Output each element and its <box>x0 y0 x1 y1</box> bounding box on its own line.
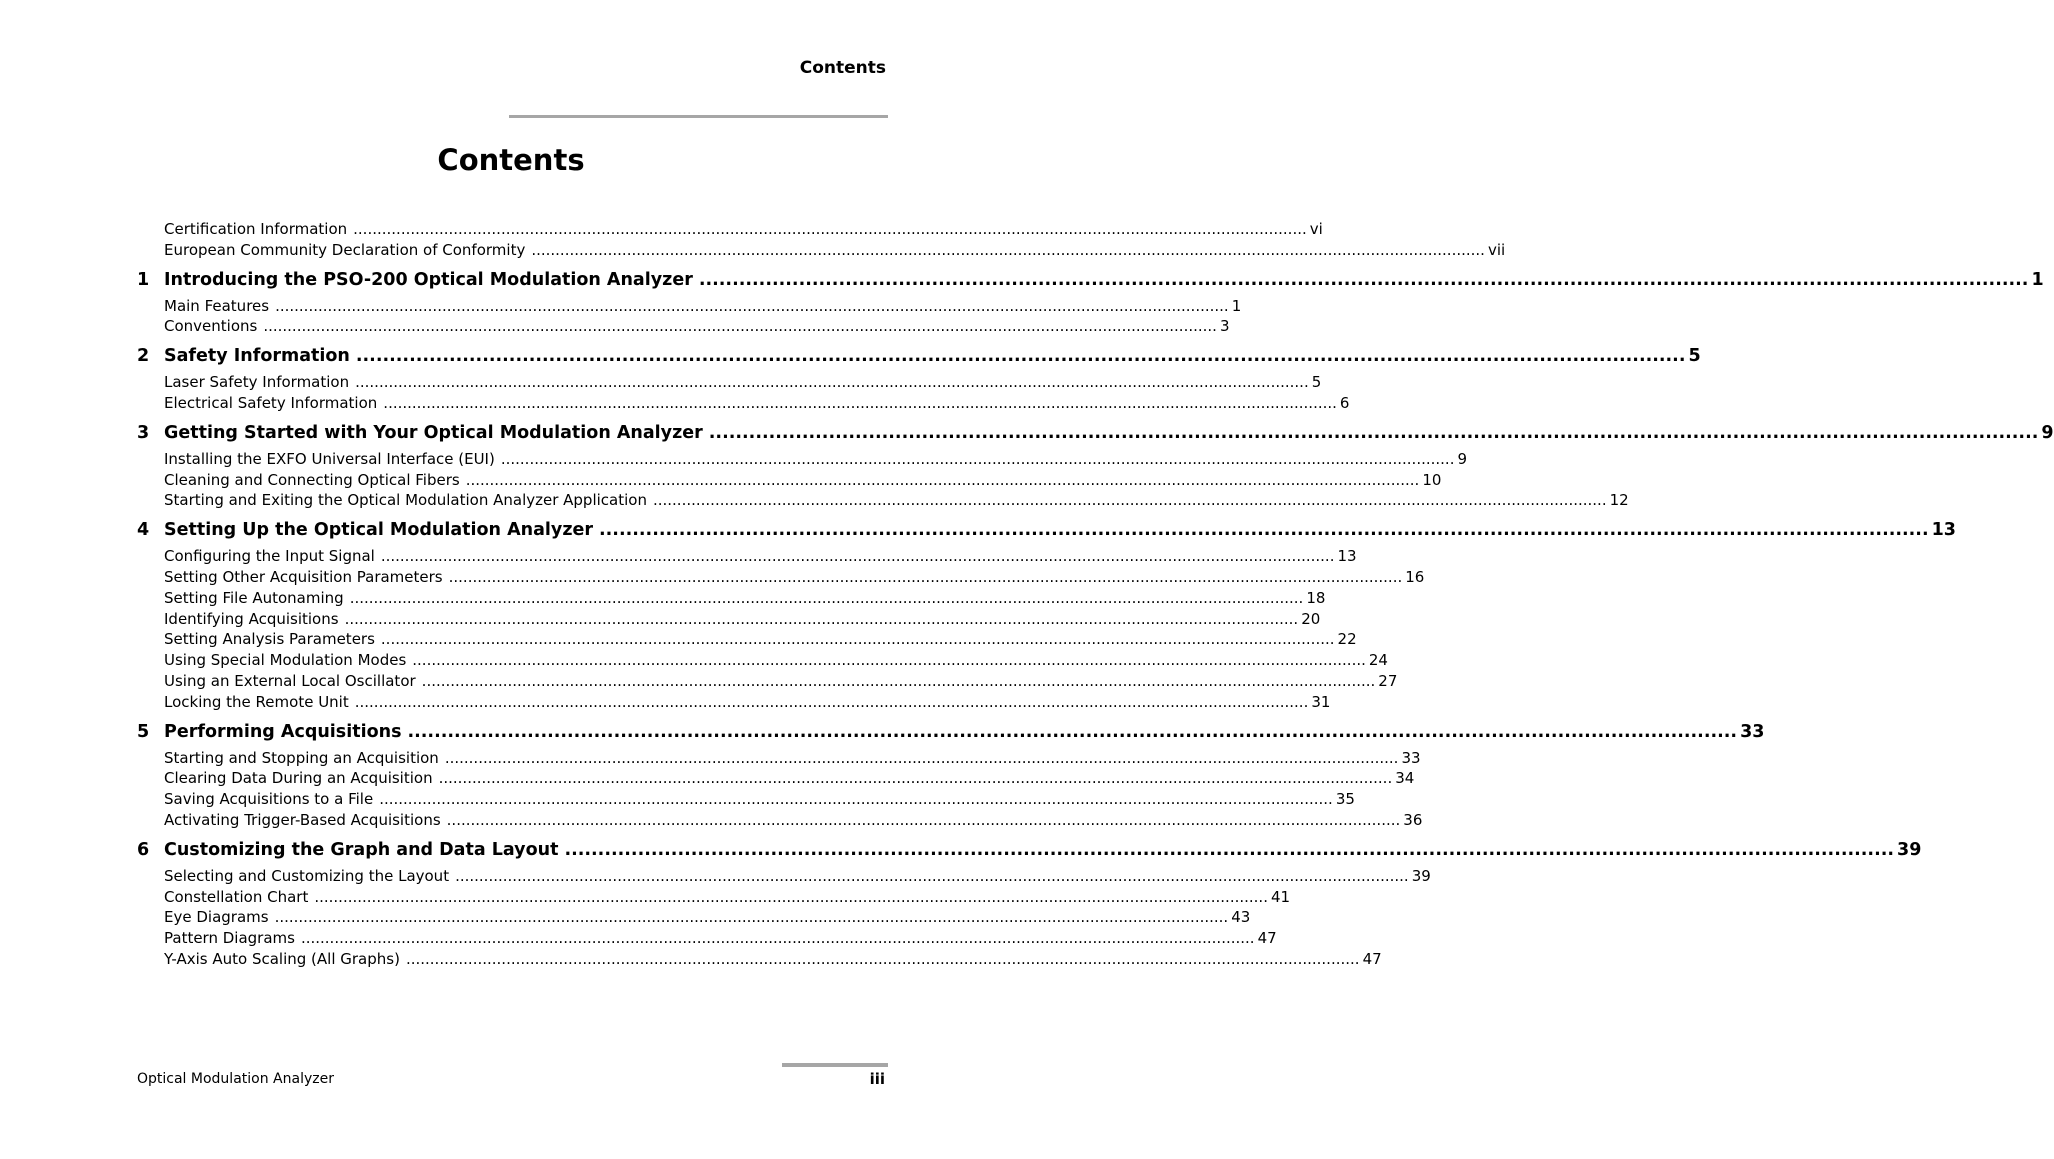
footer-product: Optical Modulation Analyzer <box>137 1071 334 1087</box>
toc-section-label: Setting Analysis Parameters <box>164 630 375 649</box>
toc-section-page: 34 <box>1395 769 1415 788</box>
chapter-number: 4 <box>137 520 150 541</box>
toc-section-page: 36 <box>1403 810 1423 829</box>
toc-section[interactable] <box>137 671 1398 692</box>
toc-section-page: 18 <box>1306 588 1326 607</box>
toc-section-label: Installing the EXFO Universal Interface (EUI) <box>164 449 495 468</box>
toc-section-label: Laser Safety Information <box>164 373 350 392</box>
toc-section[interactable] <box>137 789 1355 810</box>
chapter-title: Customizing the Graph and Data Layout <box>164 839 559 860</box>
toc-section[interactable] <box>137 928 1277 949</box>
chapter-page: 5 <box>1688 346 1701 367</box>
toc-section-page: 35 <box>1335 790 1355 809</box>
toc-entry-label: European Community Declaration of Conformity <box>164 240 526 259</box>
toc-chapter-6[interactable] <box>137 839 1922 863</box>
toc-section-label: Using Special Modulation Modes <box>164 651 407 670</box>
toc-section-page: 10 <box>1422 470 1442 489</box>
toc-section-label: Identifying Acquisitions <box>164 609 339 628</box>
toc-section[interactable] <box>137 546 1357 567</box>
dot-leader: ........................................................................................................................................................................................................ <box>274 908 1229 927</box>
toc-chapter-5[interactable] <box>137 721 1765 745</box>
toc-chapter-3[interactable] <box>137 422 2054 446</box>
toc-section-page: 43 <box>1231 908 1251 927</box>
toc-section[interactable] <box>137 887 1291 908</box>
toc-section[interactable] <box>137 949 1382 970</box>
toc-section[interactable] <box>137 748 1421 769</box>
toc-entry-page: vii <box>1487 240 1506 259</box>
dot-leader: ........................................................................................................................................................................................................ <box>564 839 1895 860</box>
toc-section-label: Constellation Chart <box>164 887 309 906</box>
dot-leader: ........................................................................................................................................................................................................ <box>349 588 1304 607</box>
chapter-title: Performing Acquisitions <box>164 721 402 742</box>
toc-section-label: Using an External Local Oscillator <box>164 671 416 690</box>
toc-section-page: 31 <box>1311 692 1331 711</box>
dot-leader: ........................................................................................................................................................................................................ <box>275 296 1229 315</box>
chapter-title: Safety Information <box>164 346 350 367</box>
page-title: Contents <box>437 143 585 177</box>
toc-section-page: 24 <box>1368 651 1388 670</box>
toc-section-page: 39 <box>1411 866 1431 885</box>
footer-page-number: iii <box>869 1070 885 1088</box>
table-of-contents <box>137 219 2054 970</box>
header-rule <box>509 115 888 118</box>
toc-section[interactable] <box>137 296 1242 317</box>
toc-section[interactable] <box>137 692 1331 713</box>
dot-leader: ........................................................................................................................................................................................................ <box>438 769 1393 788</box>
toc-section-label: Y-Axis Auto Scaling (All Graphs) <box>164 949 400 968</box>
dot-leader: ........................................................................................................................................................................................................ <box>355 346 1686 367</box>
toc-section[interactable] <box>137 588 1326 609</box>
chapter-page: 33 <box>1740 721 1765 742</box>
dot-leader: ........................................................................................................................................................................................................ <box>448 567 1403 586</box>
toc-section[interactable] <box>137 567 1425 588</box>
toc-section-label: Pattern Diagrams <box>164 929 295 948</box>
dot-leader: ........................................................................................................................................................................................................ <box>446 810 1401 829</box>
chapter-title: Getting Started with Your Optical Modulation Analyzer <box>164 422 703 443</box>
dot-leader: ........................................................................................................................................................................................................ <box>379 790 1333 809</box>
toc-section-label: Locking the Remote Unit <box>164 692 349 711</box>
dot-leader: ........................................................................................................................................................................................................ <box>500 449 1455 468</box>
toc-section-page: 9 <box>1457 449 1468 468</box>
dot-leader: ........................................................................................................................................................................................................ <box>380 630 1335 649</box>
toc-section-label: Saving Acquisitions to a File <box>164 790 374 809</box>
toc-chapter-2[interactable] <box>137 346 1701 369</box>
toc-entry-label: Certification Information <box>164 220 348 238</box>
chapter-number: 3 <box>137 422 150 443</box>
toc-section[interactable] <box>137 907 1251 928</box>
toc-section-page: 3 <box>1219 317 1230 336</box>
toc-section[interactable] <box>137 609 1321 630</box>
toc-section-page: 20 <box>1301 609 1321 628</box>
toc-section[interactable] <box>137 372 1322 393</box>
toc-section-page: 13 <box>1337 547 1357 566</box>
dot-leader: ........................................................................................................................................................................................................ <box>708 422 2039 443</box>
dot-leader: ........................................................................................................................................................................................................ <box>405 949 1360 968</box>
toc-section-page: 22 <box>1337 630 1357 649</box>
chapter-page: 13 <box>1931 520 1956 541</box>
toc-section-page: 12 <box>1609 491 1629 510</box>
toc-section-page: 6 <box>1339 393 1350 412</box>
toc-section-page: 1 <box>1231 296 1242 315</box>
toc-section-label: Starting and Exiting the Optical Modulation Analyzer Application <box>164 491 647 510</box>
chapter-number: 5 <box>137 721 150 742</box>
dot-leader: ........................................................................................................................................................................................................ <box>353 220 1307 238</box>
chapter-page: 1 <box>2031 269 2044 290</box>
toc-section-label: Starting and Stopping an Acquisition <box>164 748 439 767</box>
dot-leader: ........................................................................................................................................................................................................ <box>412 651 1366 670</box>
dot-leader: ........................................................................................................................................................................................................ <box>599 520 1929 541</box>
dot-leader: ........................................................................................................................................................................................................ <box>455 866 1409 885</box>
dot-leader: ........................................................................................................................................................................................................ <box>383 393 1337 412</box>
toc-section-label: Conventions <box>164 317 258 336</box>
running-head: Contents <box>799 58 886 78</box>
dot-leader: ........................................................................................................................................................................................................ <box>263 317 1217 336</box>
dot-leader: ........................................................................................................................................................................................................ <box>444 748 1399 767</box>
dot-leader: ........................................................................................................................................................................................................ <box>314 887 1268 906</box>
toc-section-label: Selecting and Customizing the Layout <box>164 866 450 885</box>
chapter-page: 39 <box>1897 839 1922 860</box>
toc-section[interactable] <box>137 810 1423 831</box>
chapter-page: 9 <box>2041 422 2054 443</box>
dot-leader: ........................................................................................................................................................................................................ <box>421 671 1376 690</box>
toc-section-page: 5 <box>1311 373 1322 392</box>
toc-section[interactable] <box>137 490 1629 511</box>
toc-section-page: 33 <box>1401 748 1421 767</box>
toc-section-label: Setting Other Acquisition Parameters <box>164 567 443 586</box>
chapter-number: 6 <box>137 839 150 860</box>
toc-section-page: 16 <box>1405 567 1425 586</box>
toc-entry-page: vi <box>1309 220 1323 238</box>
toc-section-label: Clearing Data During an Acquisition <box>164 769 433 788</box>
footer-rule <box>782 1063 888 1067</box>
toc-section-label: Main Features <box>164 296 270 315</box>
toc-section[interactable] <box>137 470 1442 491</box>
chapter-number: 1 <box>137 269 150 290</box>
toc-section-page: 47 <box>1257 929 1277 948</box>
dot-leader: ........................................................................................................................................................................................................ <box>531 240 1485 259</box>
toc-chapter-1[interactable] <box>137 269 2044 293</box>
dot-leader: ........................................................................................................................................................................................................ <box>407 721 1738 742</box>
toc-entry-declaration[interactable] <box>137 240 1506 261</box>
toc-section-label: Cleaning and Connecting Optical Fibers <box>164 470 460 489</box>
dot-leader: ........................................................................................................................................................................................................ <box>380 547 1335 566</box>
toc-section-page: 27 <box>1378 671 1398 690</box>
toc-section[interactable] <box>137 866 1431 887</box>
chapter-title: Setting Up the Optical Modulation Analyzer <box>164 520 594 541</box>
toc-section[interactable] <box>137 449 1468 470</box>
dot-leader: ........................................................................................................................................................................................................ <box>300 929 1255 948</box>
toc-section[interactable] <box>137 393 1350 414</box>
toc-section-label: Activating Trigger-Based Acquisitions <box>164 810 441 829</box>
toc-section-page: 41 <box>1270 887 1291 906</box>
dot-leader: ........................................................................................................................................................................................................ <box>465 470 1420 489</box>
toc-section-page: 47 <box>1362 949 1382 968</box>
toc-section[interactable] <box>137 650 1388 671</box>
toc-chapter-4[interactable] <box>137 520 1956 543</box>
chapter-number: 2 <box>137 346 150 367</box>
dot-leader: ........................................................................................................................................................................................................ <box>354 692 1309 711</box>
dot-leader: ........................................................................................................................................................................................................ <box>344 609 1299 628</box>
toc-section-label: Eye Diagrams <box>164 908 269 927</box>
toc-section-label: Configuring the Input Signal <box>164 547 375 566</box>
toc-entry-certification[interactable] <box>137 219 1323 240</box>
toc-section[interactable] <box>137 316 1230 337</box>
toc-section[interactable] <box>137 768 1415 789</box>
toc-section[interactable] <box>137 629 1357 650</box>
toc-section-label: Electrical Safety Information <box>164 393 378 412</box>
toc-section-label: Setting File Autonaming <box>164 588 344 607</box>
dot-leader: ........................................................................................................................................................................................................ <box>698 269 2029 290</box>
dot-leader: ........................................................................................................................................................................................................ <box>652 491 1607 510</box>
dot-leader: ........................................................................................................................................................................................................ <box>355 373 1309 392</box>
chapter-title: Introducing the PSO-200 Optical Modulation Analyzer <box>164 269 693 290</box>
